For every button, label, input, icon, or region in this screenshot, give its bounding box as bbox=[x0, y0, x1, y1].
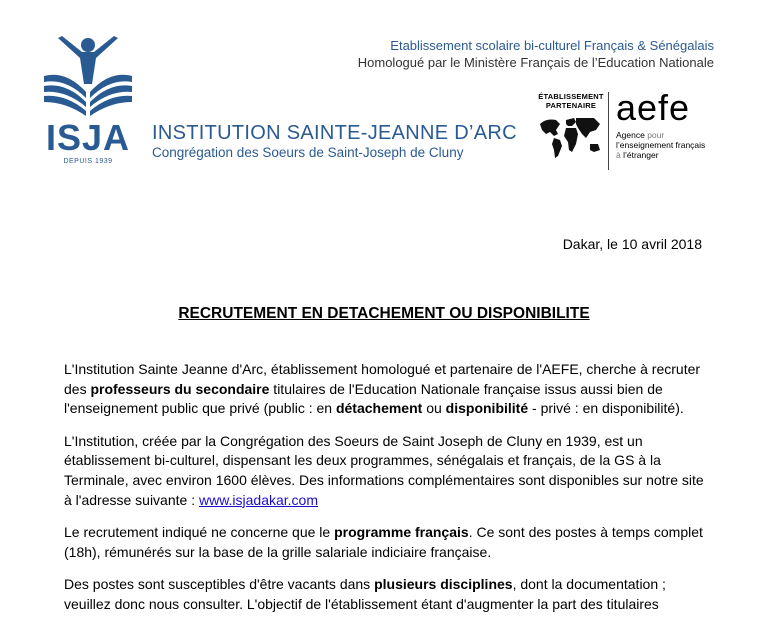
p4-bold-disciplines: plusieurs disciplines bbox=[374, 576, 513, 593]
p1-text-2: titulaires de l'Education Nationale française issus aussi bien de l'enseignement public que privé (public : en bbox=[64, 380, 663, 417]
partner-label bbox=[536, 92, 606, 110]
institution-name: INSTITUTION SAINTE-JEANNE D’ARC bbox=[152, 122, 517, 144]
p3-text-1: Le recrutement indiqué ne concerne que le bbox=[64, 524, 335, 541]
aefe-logo: aefe bbox=[616, 87, 691, 128]
logo-text: ISJA bbox=[45, 117, 131, 158]
partner-line-1: ÉTABLISSEMENT bbox=[538, 92, 604, 101]
aefe-sub-enseignement: l’enseignement français bbox=[616, 140, 706, 150]
p1-text-1: L'Institution Sainte Jeanne d'Arc, établissement homologué et partenaire de l'AEFE, cherche à recruter des bbox=[64, 361, 701, 397]
p1-text-4: - privé : en disponibilité). bbox=[528, 400, 684, 417]
p4-text-1: Des postes sont susceptibles d'être vacants dans bbox=[64, 576, 375, 593]
website-link[interactable]: www.isjadakar.com bbox=[198, 491, 319, 508]
p2-text-1: L'Institution, créée par la Congrégation des Soeurs de Saint Joseph de Cluny en 1939, est un établissement bi-culturel, dispensant les deux programmes, sénégalais et français, de la GS à la Terminale, avec environ 1600 élèves. Des informations complémentaires sont disponibles sur notre site à l'adresse suivante : bbox=[64, 432, 704, 508]
aefe-sub-pour: pour bbox=[644, 130, 665, 140]
isja-reader-book-icon bbox=[40, 36, 136, 120]
aefe-sub-agence: Agence bbox=[616, 130, 645, 140]
aefe-subtitle bbox=[616, 130, 705, 160]
partner-line-2: PARTENAIRE bbox=[545, 101, 597, 110]
institution-block bbox=[152, 122, 517, 161]
tagline-bicultural: Etablissement scolaire bi-culturel Français & Sénégalais bbox=[390, 38, 714, 53]
aefe-sub-etranger: l’étranger bbox=[620, 150, 659, 160]
letter-body bbox=[64, 360, 704, 628]
paragraph-institution bbox=[64, 432, 704, 510]
isja-logo bbox=[40, 36, 150, 166]
logo-since: DEPUIS 1939 bbox=[63, 158, 113, 165]
p1-bold-detachement: détachement bbox=[335, 400, 423, 417]
p3-text-2: . Ce sont des postes à temps complet (18h), rémunérés sur la base de la grille salariale indiciaire française. bbox=[64, 524, 703, 560]
world-map-icon bbox=[538, 114, 604, 162]
aefe-divider bbox=[608, 92, 609, 170]
p3-bold-programme: programme français bbox=[334, 524, 469, 541]
aefe-partner-block bbox=[536, 87, 726, 170]
congregation-name: Congrégation des Soeurs de Saint-Joseph de Cluny bbox=[152, 145, 464, 160]
aefe-sub-a: à bbox=[616, 150, 621, 160]
p1-text-3: ou bbox=[422, 400, 446, 417]
paragraph-intro bbox=[64, 360, 704, 419]
p4-text-2: , dont la documentation ; veuillez donc nous consulter. L'objectif de l'établissement étant d'augmenter la part des titulaires bbox=[64, 576, 666, 612]
tagline-block bbox=[358, 37, 714, 71]
letter-title: RECRUTEMENT EN DETACHEMENT OU DISPONIBILITE bbox=[178, 305, 590, 322]
paragraph-postes bbox=[64, 575, 704, 614]
letter-date: Dakar, le 10 avril 2018 bbox=[562, 236, 702, 252]
p1-bold-professeurs: professeurs du secondaire bbox=[90, 380, 270, 397]
tagline-homologation: Homologué par le Ministère Français de l’Education Nationale bbox=[357, 55, 714, 70]
paragraph-recrutement bbox=[64, 523, 704, 562]
p1-bold-disponibilite: disponibilité bbox=[445, 400, 529, 417]
